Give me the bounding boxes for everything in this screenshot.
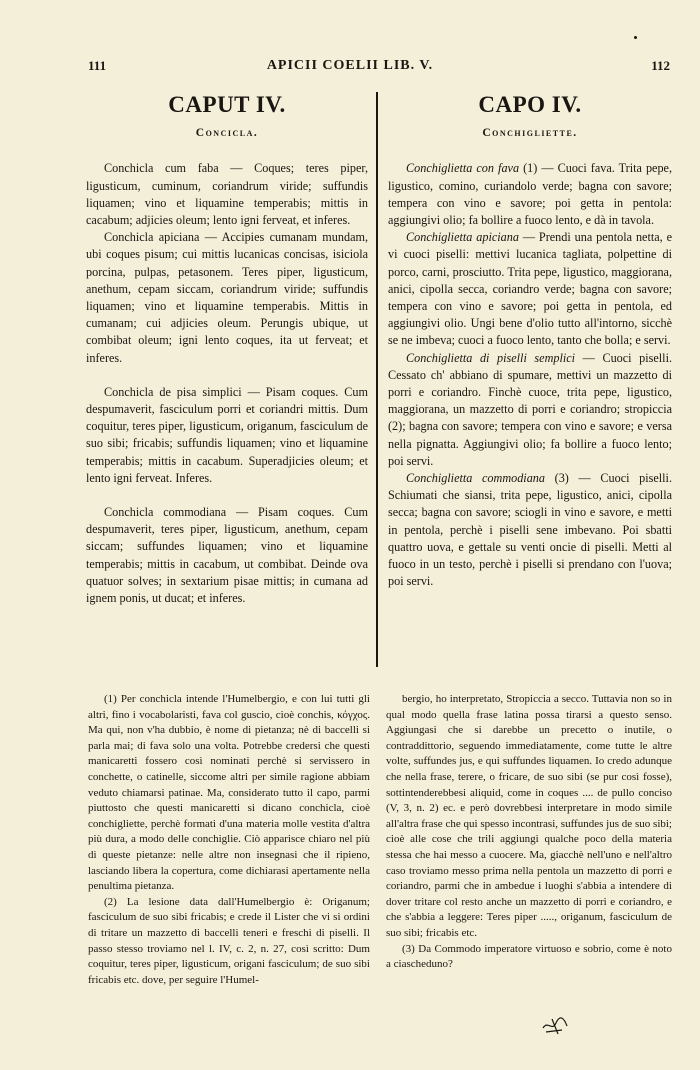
footnote: (2) La lesione data dall'Humelbergio è: Origanum; fasciculum de suo sibi fricabis; e crede il Lister che vi si ordini di tritare un mazzetto di baccelli teneri e freschi di piselli. Il passo stesso troviamo nel l. IV, c. 2, n. 27, così scritto: Dum coquitur, teres piper, ligusticum, origani fasciculum; de suo sibi fricabis etc. dove, per seguire l'Humel- (88, 895, 370, 986)
latin-paragraph: Conchicla cum faba — Coques; teres piper, ligusticum, cuminum, coriandrum viride; suffundis liquamen; vino et liquamine temperabis; mittis in cacabum; adjicies oleum; lento igni ferveat, et inferes. (86, 161, 368, 228)
latin-column (86, 92, 368, 672)
running-title: APICII COELII LIB. V. (266, 58, 434, 73)
latin-paragraph: Conchicla de pisa simplici — Pisam coques. Cum despumaverit, fasciculum porri et coriandri mittis. Dum coquitur, teres piper, ligusticum, origanum, fasciculum de suo sibi; fricabis; suffundis liquamen; vino et liquamine temperabis; mittis in cacabum. Superadjicies oleum; et lento igni ferveat. Inferes. (86, 384, 368, 485)
page-number-left: 111 (88, 58, 107, 73)
italian-chapter-heading: CAPO IV. (478, 92, 582, 117)
recipe-text: — Prendi una pentola netta, e vi cuoci piselli: mettivi lucanica tagliata, polpettine di porco, carni, prosciutto. Trita pepe, ligustico, maggiorana, anici, cipolla secca, coriandro verde; bagna con savore; tempera con vino e savore; poi getta in pentola, ed aggiungivi olio. Ungi bene d'olio tutto all'intorno, sicchè se ne imbeva; cuoci a fuoco lento, tanto che bolla; e servi. (388, 230, 673, 348)
dish-name: Conchiglietta con fava (406, 161, 520, 176)
latin-paragraph: Conchicla apiciana — Accipies cumanam mundam, ubi coques pisum; cui mittis lucanicas concisas, isiciola porcina, pulpas, petasonem. Teres piper, ligusticum, anethum, cepam siccam, coriandrum viride; suffundis liquamen; vino et liquamine temperabis. Mittis in cumanam; cui adjicies oleum. Perungis ubique, ut combibat oleum; igni lento coques, ita ut ferveat; et inferes. (86, 230, 368, 365)
footnotes-right (386, 692, 672, 973)
italian-paragraph (388, 229, 672, 349)
ink-flourish-icon (540, 1014, 570, 1036)
ink-speck (634, 36, 637, 39)
italian-paragraph (388, 160, 672, 229)
column-divider (376, 92, 378, 667)
page-header (0, 58, 700, 78)
latin-paragraph: Conchicla commodiana — Pisam coques. Cum despumaverit, teres piper, ligusticum, anethum, cepam siccam; suffundes liquamen; vino et liquamine temperabis; mittis in cacabum, ut combibat. Deinde ova quatuor solves; in sextarium pisae mittis; in cumana ad ignem ponis, ut ducat; et inferes. (86, 505, 368, 606)
dish-name: Conchiglietta di piselli semplici (406, 350, 576, 365)
dish-name: Conchiglietta apiciana (406, 230, 519, 245)
latin-chapter-heading: CAPUT IV. (168, 92, 286, 117)
italian-chapter-subtitle: Conchigliette. (482, 127, 578, 140)
footnote: bergio, ho interpretato, Stropiccia a secco. Tuttavia non so in qual modo quella frase latina possa tirarsi a questo senso. Aggiungasi che si darebbe un precetto o inutile, o contraddittorio, seguendo immediatamente, come tutte le altre volte, suffundes jus, e qui suffundes liquamen. Io credo adunque che nella frase, terere, o fricare, de suo sibi (se pur così fosse), sottintenderebbesi aliquid, come in coques .... de pullo conciso (V, 3, n. 2) ec. e però dovrebbesi interpretare in modo simile all'altra frase che qui spesso incontrasi, suffundes jus de suo sibi; cioè alle cose che trili aggiungi qualche poco della materia stessa che hai messo a cuocere. Ma, giacchè nell'uno e nell'altro caso troviamo messo prima nella pentola un mazzetto di porri e coriandro, parmi che in ambedue i luoghi s'abbia a intendere di dover tritare col resto anche un mazzetto di porri e coriandro, e che s'abbia a leggere: Teres piper ....., origanum, fasciculum de suo sibi; fricabis etc. (386, 693, 672, 939)
recipe-text: — Cuoci piselli. Cessato ch' abbiano di spumare, mettivi un mazzetto di porri e coriandro. Finchè cuoce, trita pepe, ligustico, maggiorana, un mazzetto di porri e coriandro; stropiccia (2); bagna con savore; tempera con vino e savore; e versa nella pignatta. Aggiungivi olio; fa bollire a fuoco lento; poi servi. (388, 350, 672, 468)
recipe-text: (3) — Cuoci piselli. Schiumati che siansi, trita pepe, ligustico, anici, cipolla secca; bagna con savore; sciogli in vino e savore, e metti in pentola, perchè i piselli sene imbevano. Poi sbatti quattro uova, e gettale su venti oncie di piselli. Metti al fuoco in un testo, perchè i piselli si prendano con l'uova; poi servi. (388, 471, 672, 589)
footnote: (1) Per conchicla intende l'Humelbergio, e con lui tutti gli altri, fino i vocabolaristi, fava col guscio, cioè conchis, κόγχος. Ma qui, non v'ha dubbio, è nome di pietanza; nè di baccelli si parla mai; di fava solo una volta. Potrebbe credersi che questi manicaretti fossero così nominati perchè si servissero in conchette, o catinelle, siccome altri per simile ragione abbiam veduto chiamarsi patinae. Ma, considerato tutto il capo, parmi piuttosto che questi manicaretti si dicano conchicla, cioè conchigliette, perchè formati d'una materia molle vestita d'altra più dura, a modo delle conchiglie. Ciò apparisce chiaro nel più di queste pietanze: nelle altre non insegnasi che il ripieno, lasciando libera la copertura, come dichiarasi apertamente nella penultima pietanza. (88, 693, 370, 893)
latin-chapter-subtitle: Concicla. (195, 127, 259, 140)
page-number-right: 112 (651, 58, 670, 73)
footnotes-left (88, 692, 370, 988)
italian-paragraph (388, 350, 672, 470)
recipe-text: (1) — Cuoci fava. Trita pepe, ligustico, comino, curiandolo verde; bagna con savore; tempera con vino e savore; poi getta in pentola: aggiungivi olio; fa bollire a fuoco lento, e dà in tavola. (388, 161, 672, 228)
italian-paragraph (388, 470, 672, 590)
italian-column (388, 92, 672, 672)
dish-name: Conchiglietta commodiana (406, 471, 545, 486)
footnote: (3) Da Commodo imperatore virtuoso e sobrio, come è noto a ciascheduno? (386, 942, 672, 971)
